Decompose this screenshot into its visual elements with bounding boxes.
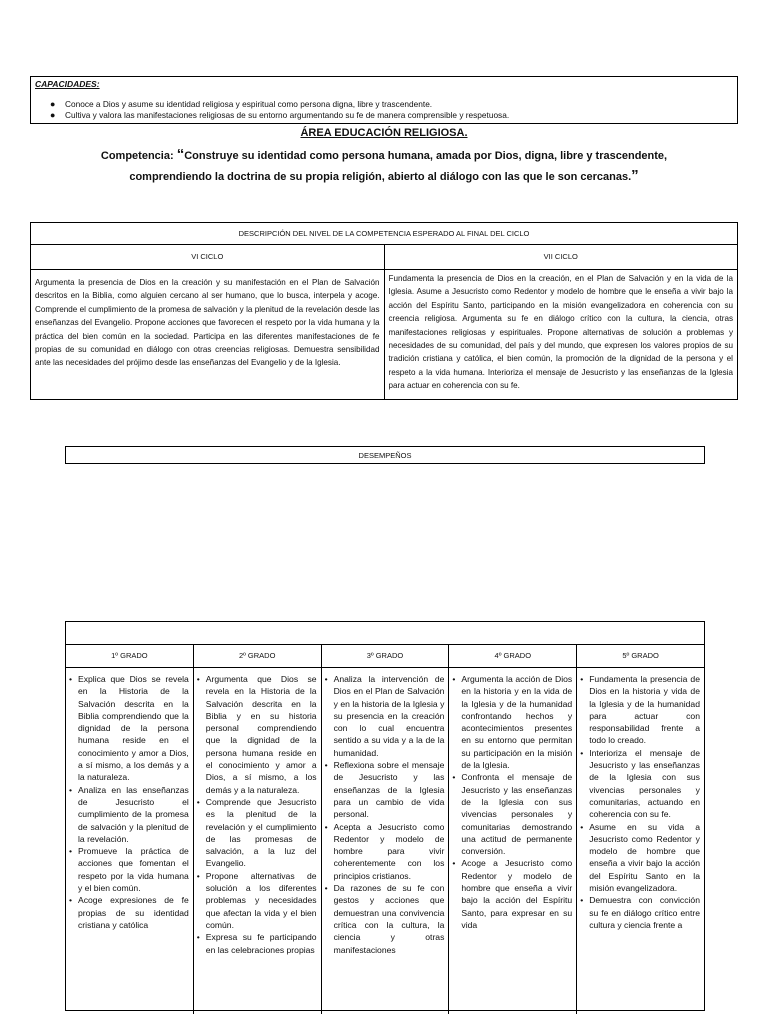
grado-2-list	[197, 673, 317, 956]
area-title: ÁREA EDUCACIÓN RELIGIOSA.	[300, 127, 468, 139]
competencia-text: Construye su identidad como persona humana, amada por Dios, digna, libre y trascendente, comprendiendo la doctrina de su propia religión, abierto al diálogo con las que le son cercanas.	[129, 150, 668, 183]
list-item: • Acepta a Jesucristo como Redentor y modelo de hombre para vivir coherentemente con los principios cristianos.	[325, 821, 445, 882]
competencia	[60, 145, 708, 187]
list-item: • Argumenta que Dios se revela en la Historia de la Salvación descrita en la Biblia y en su historia personal comprendiendo que la dignidad de la persona humana reside en el conocimiento y amor a Dios, a sí mismo, a los demás y a la naturaleza.	[197, 673, 317, 796]
grado-3-column	[322, 668, 450, 1014]
list-item: • Analiza en las enseñanzas de Jesucristo el cumplimiento de la promesa de salvación y la plenitud de la revelación.	[69, 784, 189, 845]
list-item: ● Conoce a Dios y asume su identidad religiosa y espiritual como persona digna, libre y trascendente.	[50, 99, 433, 109]
list-item: • Explica que Dios se revela en la Historia de la Salvación descrita en la Biblia comprendiendo que la dignidad de la persona humana reside en el conocimiento y amor a Dios, a sí mismo, a los demás y a la naturaleza.	[69, 673, 189, 784]
ciclo-headers	[31, 245, 737, 270]
list-item: • Analiza la intervención de Dios en el Plan de Salvación y en la historia de la Iglesia y su presencia en la creación con lo cual encuentra sentido a su vida y a la de la humanidad.	[325, 673, 445, 759]
descripcion-header: DESCRIPCIÓN DEL NIVEL DE LA COMPETENCIA ESPERADO AL FINAL DEL CICLO	[31, 223, 737, 245]
list-item: • Comprende que Jesucristo es la plenitud de la revelación y el cumplimiento de las promesas de salvación, a la luz del Evangelio.	[197, 796, 317, 870]
grado-3-list	[325, 673, 445, 956]
list-item: • Reflexiona sobre el mensaje de Jesucristo y las enseñanzas de la Iglesia para un cambio de vida personal.	[325, 759, 445, 820]
grado-5-header: 5º GRADO	[622, 651, 659, 660]
bullet-icon: ●	[50, 99, 56, 109]
competencia-label: Competencia:	[100, 150, 174, 162]
grado-1-header: 1º GRADO	[66, 645, 194, 667]
grado-4-column	[449, 668, 577, 1014]
grado-1-list	[69, 673, 189, 931]
capacidades-title: CAPACIDADES:	[35, 79, 100, 89]
list-item: • Promueve la práctica de acciones que fomentan el respeto por la vida humana y el bien común.	[69, 845, 189, 894]
grado-1-column	[66, 668, 194, 1014]
capacidades-list	[35, 99, 733, 121]
grados-headers	[66, 645, 704, 668]
ciclo-vii-text: Fundamenta la presencia de Dios en la creación, en el Plan de Salvación y en la vida de la Iglesia. Asume a Jesucristo como Redentor y modelo de hombre que le enseña a vivir bajo la acción del Espíritu Santo, participando en la misión evangelizadora en coherencia con su creencia religiosa. Argumenta su fe en diálogo crítico con la cultura, la ciencia, otras manifestaciones religiosas y espirituales. Propone alternativas de solución a problemas y necesidades de su comunidad, del país y del mundo, que expresen los valores propios de su tradición cristiana y católica, el bien común, la promoción de la dignidad de la persona y el respeto a la vida humana. Interioriza el mensaje de Jesucristo y las enseñanzas de la Iglesia para actuar en coherencia con su fe.	[388, 274, 733, 391]
grados-table-top-row	[66, 622, 704, 645]
ciclo-vi-header: VI CICLO	[31, 245, 385, 269]
desempenos-title: DESEMPEÑOS	[65, 446, 705, 464]
grado-5-list	[580, 673, 700, 931]
open-quote: “	[176, 146, 185, 163]
ciclo-vi-text: Argumenta la presencia de Dios en la creación y su manifestación en el Plan de Salvación descritos en la Biblia, como alguien cercano al ser humano, que lo busca, interpela y acoge. Comprende el cumplimiento de la promesa de salvación y la plenitud de la revelación desde las enseñanzas del Evangelio. Propone acciones que favorecen el respeto por la vida humana y la práctica del bien común en la sociedad. Participa en las diferentes manifestaciones de fe propias de su comunidad en diálogo con otras creencias religiosas. Demuestra sensibilidad ante las necesidades del prójimo desde las enseñanzas del Evangelio y de la Iglesia.	[31, 270, 385, 400]
list-item: • Expresa su fe participando en las celebraciones propias	[197, 931, 317, 956]
grado-4-list	[452, 673, 572, 931]
close-quote: ”	[631, 167, 639, 184]
list-item: • Demuestra con convicción su fe en diálogo crítico entre cultura y ciencia frente a	[580, 894, 700, 931]
capacidades-box	[30, 76, 738, 124]
list-item: • Acoge a Jesucristo como Redentor y modelo de hombre que enseña a vivir bajo la acción del Espíritu Santo, para expresar en su vida	[452, 857, 572, 931]
list-item: • Interioriza el mensaje de Jesucristo y las enseñanzas de la Iglesia con sus vivencias personales y comunitarias, actuando en coherencia con su fe.	[580, 747, 700, 821]
list-item: • Da razones de su fe con gestos y acciones que demuestran una convivencia crítica con la cultura, la ciencia y otras manifestaciones	[325, 882, 445, 956]
bullet-icon: ●	[50, 110, 56, 120]
grado-3-header: 3º GRADO	[322, 645, 450, 667]
list-item: • Propone alternativas de solución a los diferentes problemas y necesidades que afectan la vida y el bien común.	[197, 870, 317, 931]
list-item: ● Cultiva y valora las manifestaciones religiosas de su entorno argumentando su fe de manera comprensible y respetuosa.	[50, 110, 510, 120]
grados-cells	[66, 668, 704, 1014]
list-item: • Confronta el mensaje de Jesucristo y las enseñanzas de la Iglesia con sus vivencias personales y comunitarias demostrando una actitud de permanente conversión.	[452, 771, 572, 857]
grados-table	[65, 621, 705, 1011]
list-item: • Acoge expresiones de fe propias de su identidad cristiana y católica	[69, 894, 189, 931]
list-item: • Asume en su vida a Jesucristo como Redentor y modelo de hombre que enseña a vivir bajo la acción del Espíritu Santo en la misión evangelizadora.	[580, 821, 700, 895]
grado-5-column	[577, 668, 704, 1014]
descripcion-table	[30, 222, 738, 400]
list-item: • Fundamenta la presencia de Dios en la historia y vida de la Iglesia y de la humanidad para actuar con responsabilidad frente a todo lo creado.	[580, 673, 700, 747]
grado-2-header: 2º GRADO	[194, 645, 322, 667]
grado-4-header: 4º GRADO	[449, 645, 577, 667]
list-item: • Argumenta la acción de Dios en la historia y en la vida de la Iglesia y de la humanidad confrontando hechos y acontecimientos presentes en su entorno que permitan su participación en la misión de la Iglesia.	[452, 673, 572, 771]
ciclo-vii-header: VII CICLO	[543, 252, 578, 261]
ciclo-descriptions	[31, 270, 737, 400]
grado-2-column	[194, 668, 322, 1014]
